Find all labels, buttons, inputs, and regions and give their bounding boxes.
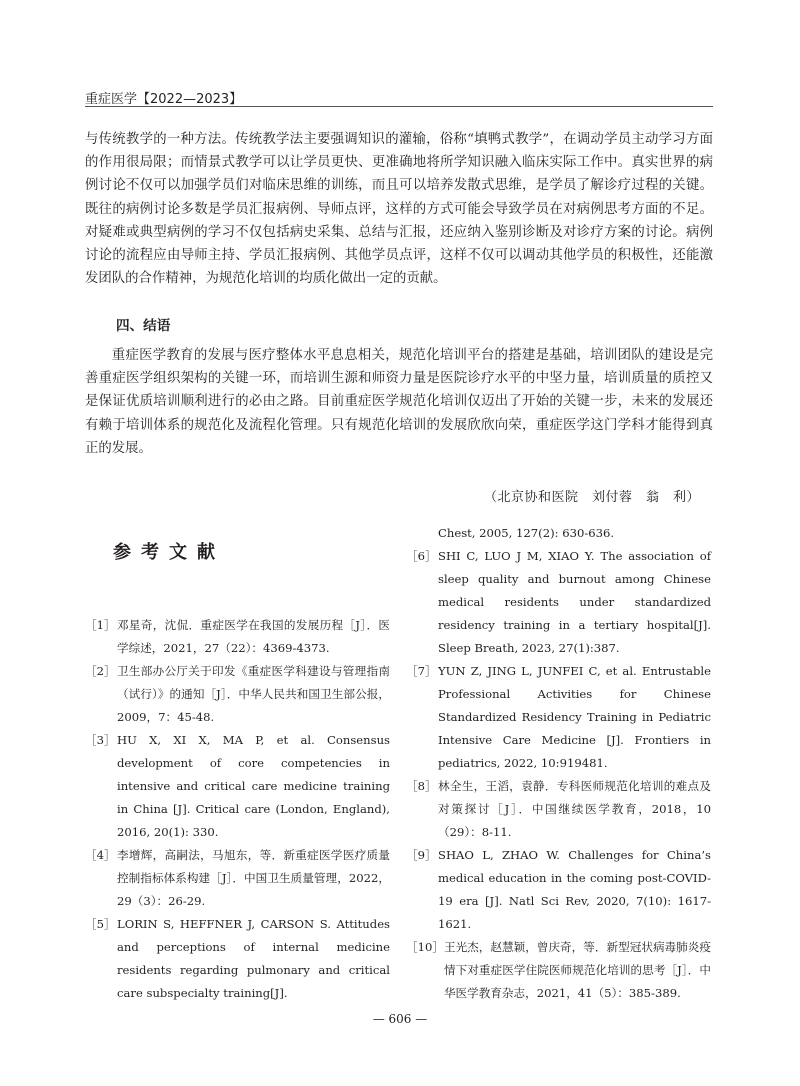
references-title: 参考文献 [113,542,225,563]
reference-number: ［7］ [406,664,437,678]
reference-continuation: Chest, 2005, 127(2): 630-636. [438,526,615,540]
reference-number: ［6］ [406,549,437,563]
reference-text: 卫生部办公厅关于印发《重症医学科建设与管理指南（试行）》的通知［J］．中华人民共和国卫生部公报，2009，7：45-48. [117,664,390,724]
reference-text: YUN Z, JING L, JUNFEI C, et al. Entrustable Professional Activities for Chinese Standardized Residency Training in Pediatric Intensive Care Medicine [J]. Frontiers in pediatrics, 2022, 10:919481. [438,664,711,770]
header-divider [85,106,713,107]
running-header: 重症医学【2022—2023】 [85,92,243,107]
reference-number: ［8］ [406,779,437,793]
body-paragraph-2: 重症医学教育的发展与医疗整体水平息息相关，规范化培训平台的搭建是基础，培训团队的建设是完善重症医学组织架构的关键一环，而培训生源和师资力量是医院诊疗水平的中坚力量，培训质量的质控又是保证优质培训顺利进行的必由之路。目前重症医学规范化培训仅迈出了开始的关键一步，未来的发展还有赖于培训体系的规范化及流程化管理。只有规范化培训的发展欣欣向荣，重症医学这门学科才能得到真正的发展。 [85,348,713,456]
reference-item [85,913,390,1005]
reference-number: ［2］ [85,664,116,678]
reference-number: ［5］ [85,917,116,931]
reference-item [406,545,711,660]
reference-text: 林全生，王滔，袁静．专科医师规范化培训的难点及对策探讨［J］．中国继续医学教育，2018，10（29）：8-11. [438,779,711,839]
body-paragraph-1: 与传统教学的一种方法。传统教学法主要强调知识的灌输，俗称“填鸭式教学”，在调动学员主动学习方面的作用很局限；而情景式教学可以让学员更快、更准确地将所学知识融入临床实际工作中。真实世界的病例讨论不仅可以加强学员们对临床思维的训练，而且可以培养发散式思维，是学员了解诊疗过程的关键。既往的病例讨论多数是学员汇报病例、导师点评，这样的方式可能会导致学员在对病例思考方面的不足。对疑难或典型病例的学习不仅包括病史采集、总结与汇报，还应纳入鉴别诊断及对诊疗方案的讨论。病例讨论的流程应由导师主持、学员汇报病例、其他学员点评，这样不仅可以调动其他学员的积极性，还能激发团队的合作精神，为规范化培训的均质化做出一定的贡献。 [85,132,713,287]
references-right-column [406,522,711,1005]
reference-text: HU X, XI X, MA P, et al. Consensus development of core competencies in intensive and critical care medicine training in China [J]. Critical care (London, England), 2016, 20(1): 330. [117,733,390,839]
reference-item [406,660,711,775]
reference-text: LORIN S, HEFFNER J, CARSON S. Attitudes and perceptions of internal medicine residents regarding pulmonary and critical care subspecialty training[J]. [117,917,390,1000]
page-number: — 606 — [372,1012,428,1026]
reference-item [85,844,390,913]
affiliation: （北京协和医院 刘付蓉 翁 利） [483,490,700,505]
reference-text: SHI C, LUO J M, XIAO Y. The association of sleep quality and burnout among Chinese medical residents under standardized residency training in a tertiary hospital[J]. Sleep Breath, 2023, 27(1):387. [438,549,711,655]
reference-item [406,775,711,844]
reference-text: 李增辉，高嗣法，马旭东，等．新重症医学医疗质量控制指标体系构建［J］．中国卫生质量管理，2022，29（3）：26-29. [117,848,390,908]
reference-item [85,614,390,660]
section-title: 四、结语 [116,318,171,334]
reference-text: 王光杰，赵慧颖，曾庆奇，等．新型冠状病毒肺炎疫情下对重症医学住院医师规范化培训的思考［J］．中华医学教育杂志，2021，41（5）：385-389. [443,940,711,1000]
reference-item [406,844,711,936]
reference-text: 邓星奇，沈侃．重症医学在我国的发展历程［J］．医学综述，2021，27（22）：4369-4373. [117,618,390,655]
reference-item [85,729,390,844]
reference-item [85,660,390,729]
reference-number: ［4］ [85,848,116,862]
reference-number: ［1］ [85,618,116,632]
references-left-column [85,614,390,1005]
reference-text: SHAO L, ZHAO W. Challenges for China’s medical education in the coming post-COVID-19 era [J]. Natl Sci Rev, 2020, 7(10): 1617-1621. [438,848,711,931]
reference-number: ［10］ [406,940,444,954]
reference-number: ［3］ [85,733,116,747]
reference-item [406,936,711,1005]
reference-number: ［9］ [406,848,437,862]
